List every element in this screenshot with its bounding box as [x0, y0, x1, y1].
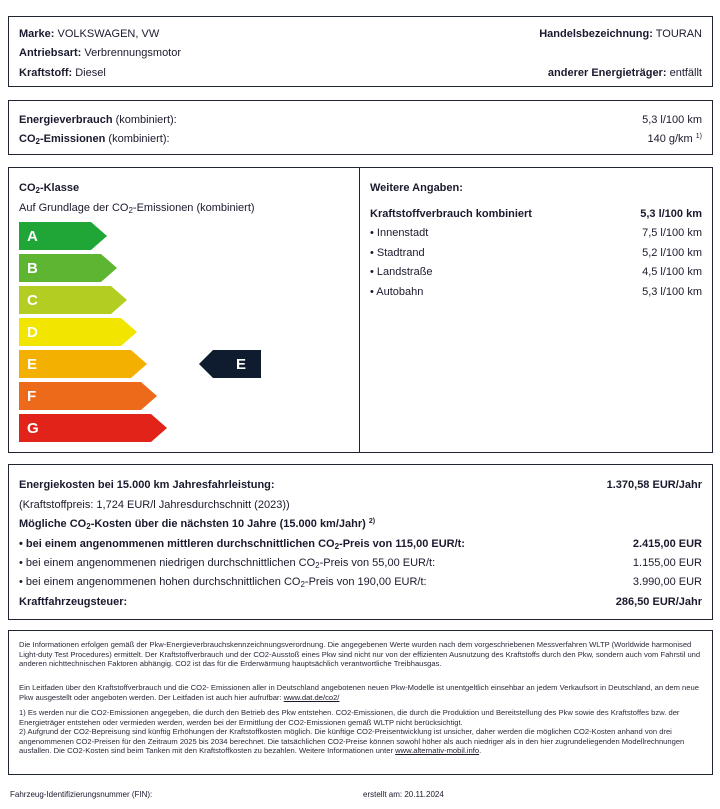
further-item-value: 7,5 l/100 km: [642, 227, 702, 239]
high-price-value: 3.990,00 EUR: [632, 576, 702, 588]
created-date: erstellt am: 20.11.2024: [363, 790, 444, 799]
low-price-value: 1.155,00 EUR: [632, 557, 702, 569]
fuel-value: Diesel: [75, 67, 106, 79]
energy-consumption-row: [19, 113, 177, 127]
vin-label: Fahrzeug-Identifizierungsnummer (FIN):: [10, 790, 153, 799]
co2-class-arrow-a: [19, 222, 109, 250]
other-value: entfällt: [669, 67, 702, 79]
further-item-value: 4,5 l/100 km: [642, 266, 702, 278]
fuel-row: [19, 66, 106, 80]
co2-class-arrow-b: [19, 254, 119, 282]
costs-box: [8, 464, 713, 620]
selected-class-marker: [199, 350, 261, 378]
further-item-label: • Landstraße: [370, 266, 433, 278]
co2-class-box: [8, 167, 713, 453]
combined-value: 5,3 l/100 km: [640, 208, 702, 220]
co2-class-arrow-c: [19, 286, 129, 314]
further-item-label: • Innenstadt: [370, 227, 429, 239]
vehicle-info-box: [8, 16, 713, 87]
footnote-paragraph-3: 1) Es werden nur die CO2-Emissionen angegeben, die durch den Betrieb des Pkw entstehen. CO2-Emissionen, die durch die Produktion und Bereitstellung des Pkw sowie des Kraftstoffes bzw. der Energieträger entstehen oder vermieden werden, werden bei der Ermittlung der CO2-Emissionen gemäß WLTP nicht berücksichtigt.: [19, 708, 680, 727]
co2-class-arrow-d: [19, 318, 139, 346]
drive-label: Antriebsart:: [19, 47, 82, 59]
co2-costs-footnote-mark: 2): [368, 518, 376, 525]
drive-value: Verbrennungsmotor: [84, 47, 182, 59]
energy-costs-label: Energiekosten bei 15.000 km Jahresfahrleistung:: [19, 479, 275, 491]
energy-suffix: (kombiniert):: [115, 114, 177, 126]
energy-costs-value: 1.370,58 EUR/Jahr: [606, 479, 702, 491]
co2-class-arrow-f: [19, 382, 159, 410]
footnotes-box: [8, 630, 713, 775]
co2-class-title: $CO_2$-Klasse: [19, 182, 80, 195]
arrow-shape-e: [19, 350, 147, 378]
other-energy-row: [548, 66, 702, 80]
further-item-value: 5,2 l/100 km: [642, 246, 702, 259]
brand-label: Marke:: [19, 28, 55, 40]
mid-price-value: 2.415,00 EUR: [632, 538, 702, 550]
mid-price-label: • bei einem angenommenen mittleren durchschnittlichen $CO_2$-Preis von 115,00 EUR/t:: [19, 538, 465, 551]
brand-row: [19, 27, 159, 41]
fuel-label: Kraftstoff:: [19, 67, 73, 79]
arrow-shape-f: [19, 382, 157, 410]
high-price-label: • bei einem angenommenen hohen durchschnittlichen $CO_2$-Preis von 190,00 EUR/t:: [19, 576, 427, 589]
other-label: anderer Energieträger:: [547, 67, 667, 79]
co2-footnote-mark: 1): [695, 133, 702, 140]
co2-suffix: (kombiniert):: [108, 133, 170, 145]
energy-label: Energieverbrauch: [19, 114, 113, 126]
dat-link[interactable]: www.dat.de/co2/: [283, 692, 340, 702]
trade-value: TOURAN: [655, 28, 702, 40]
footnote-paragraph-4: 2) Aufgrund der CO2-Bepreisung sind künftig Erhöhungen der Kraftstoffkosten möglich. Die künftige CO2-Preisentwicklung ist unsicher, daher werden die möglichen CO2-Kosten anhand von drei angenommenen CO2-Preisen für den Zeitraum 2025 bis 2034 berechnet. Die tatsächlichen CO2-Preise können sowohl höher als auch niedriger als in den hier zugrundeliegenden Modellrechnungen ausfallen. Die CO2-Kosten sind beim Tanken mit den Kraftstoffkosten zu bezahlen. Weitere Informationen unter www.alternativ-mobil.info.: [19, 727, 685, 756]
tax-label: Kraftfahrzeugsteuer:: [19, 596, 128, 608]
low-price-label: • bei einem angenommenen niedrigen durchschnittlichen $CO_2$-Preis von 55,00 EUR/t:: [19, 557, 436, 570]
tax-value: 286,50 EUR/Jahr: [615, 596, 702, 608]
co2-class-arrow-g: [19, 414, 169, 442]
co2-class-subtitle: Auf Grundlage der $CO_2$-Emissionen (kombiniert): [19, 202, 255, 215]
drive-row: [19, 46, 181, 60]
co2-costs-heading: Mögliche $CO_2$-Kosten über die nächsten 10 Jahre (15.000 km/Jahr) $^{2)}$: [19, 518, 376, 531]
co2-value-row: [647, 132, 702, 146]
selected-marker-shape: [199, 350, 261, 378]
further-item-label: • Autobahn: [370, 285, 424, 298]
divider: [359, 168, 360, 452]
arrow-shape-g: [19, 414, 167, 442]
energy-value: 5,3 l/100 km: [642, 114, 702, 126]
arrow-letter-d: D: [27, 324, 38, 341]
co2-emission-row: [19, 132, 170, 146]
co2-label-b: -Emissionen: [39, 133, 106, 145]
arrow-letter-a: A: [27, 228, 38, 245]
consumption-box: [8, 100, 713, 155]
footnote-paragraph-1: Die Informationen erfolgen gemäß der Pkw-Energieverbrauchskennzeichnungsverordnung. Die angegebenen Werte wurden nach dem vorgeschriebenen Messverfahren WLTP (Worldwide harmonised Light-duty Test Procedures) ermittelt. Der Kraftstoffverbrauch und der CO2-Ausstoß eines Pkw sind nicht nur von der effizienten Ausnutzung des Kraftstoffs durch den Pkw, sondern auch vom Fahrstil und anderen nichttechnischen Faktoren abhängig. CO2 ist das für die Erderwärmung hauptsächlich verantwortliche Treibhausgas.: [19, 640, 701, 669]
co2-label-a: CO: [19, 133, 36, 145]
co2-class-arrow-e: [19, 350, 149, 378]
arrow-letter-e: E: [27, 356, 38, 373]
further-title: Weitere Angaben:: [370, 182, 463, 194]
trade-label: Handelsbezeichnung:: [539, 28, 653, 40]
arrow-letter-f: F: [27, 388, 37, 405]
co2-label-sub: 2: [35, 137, 40, 146]
further-item-label: • Stadtrand: [370, 246, 425, 259]
co2-value: 140 g/km: [647, 133, 693, 145]
arrow-letter-c: C: [27, 292, 38, 309]
footnote-paragraph-2: Ein Leitfaden über den Kraftstoffverbrauch und die CO2- Emissionen aller in Deutschland angebotenen neuen Pkw-Modelle ist unentgeltlich einsehbar an jedem Verkaufsort in Deutschland, an dem neue Pkw ausgestellt oder angeboten werden. Der Leitfaden ist auch hier aufrufbar: www.dat.de/co2/: [19, 683, 699, 702]
trade-name-row: [539, 27, 702, 41]
combined-label: Kraftstoffverbrauch kombiniert: [370, 208, 532, 220]
fuel-price-note: (Kraftstoffpreis: 1,724 EUR/l Jahresdurchschnitt (2023)): [19, 499, 290, 511]
further-item-value: 5,3 l/100 km: [642, 285, 702, 298]
arrow-letter-g: G: [27, 420, 39, 437]
arrow-letter-b: B: [27, 260, 38, 277]
alternativ-mobil-link[interactable]: www.alternativ-mobil.info: [395, 746, 480, 756]
selected-class-letter: E: [236, 356, 247, 373]
brand-value: VOLKSWAGEN, VW: [57, 28, 160, 40]
